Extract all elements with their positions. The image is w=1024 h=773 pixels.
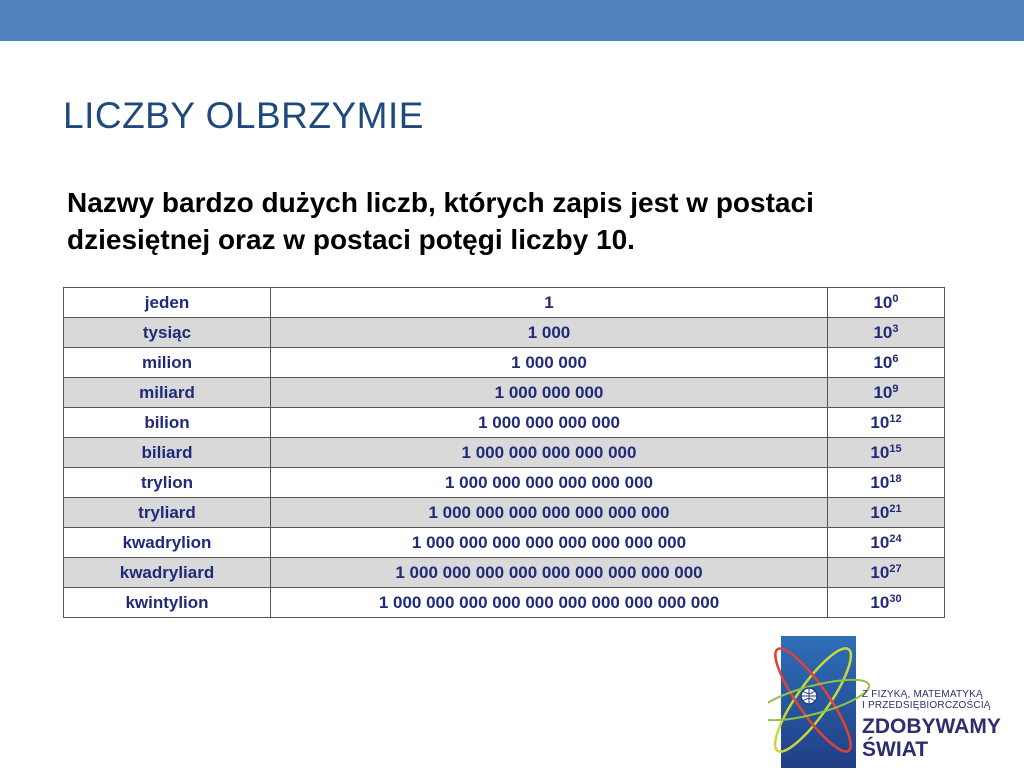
power-base: 10 [873, 322, 893, 342]
decimal-value-cell: 1 000 000 000 [271, 378, 828, 408]
table-row [64, 438, 945, 468]
slide-subtitle: Nazwy bardzo dużych liczb, których zapis jest w postaci dziesiętnej oraz w postaci potęgi liczby 10. [67, 187, 814, 255]
power-of-ten-cell [828, 288, 945, 318]
decimal-value-cell: 1 000 000 000 000 000 000 000 000 000 [271, 558, 828, 588]
table-row [64, 558, 945, 588]
slide-title: LICZBY OLBRZYMIE [63, 95, 424, 136]
power-exponent: 27 [889, 562, 902, 575]
decimal-value-cell: 1 000 000 000 000 [271, 408, 828, 438]
table-row [64, 498, 945, 528]
power-base: 10 [870, 472, 890, 492]
power-base: 10 [870, 592, 890, 612]
logo-line-4: ŚWIAT [862, 738, 929, 761]
power-exponent: 30 [889, 592, 902, 605]
power-base: 10 [873, 352, 893, 372]
logo-text [862, 689, 1001, 761]
logo-line-1: Z FIZYKĄ, MATEMATYKĄ [862, 689, 983, 700]
power-exponent: 6 [892, 352, 899, 365]
table-row [64, 528, 945, 558]
table-row [64, 408, 945, 438]
power-base: 10 [870, 562, 890, 582]
large-numbers-table [63, 287, 945, 618]
power-base: 10 [870, 532, 890, 552]
power-exponent: 0 [892, 292, 899, 305]
table-row [64, 318, 945, 348]
power-of-ten-cell [828, 498, 945, 528]
number-name-cell: tysiąc [64, 318, 271, 348]
power-of-ten-cell [828, 318, 945, 348]
number-name-cell: bilion [64, 408, 271, 438]
decimal-value-cell: 1 000 000 [271, 348, 828, 378]
power-exponent: 21 [889, 502, 902, 515]
number-name-cell: kwadrylion [64, 528, 271, 558]
table-body [64, 288, 945, 618]
power-of-ten-cell [828, 408, 945, 438]
number-name-cell: tryliard [64, 498, 271, 528]
logo-line-3: ZDOBYWAMY [862, 715, 1001, 738]
table-row [64, 468, 945, 498]
table-row [64, 288, 945, 318]
number-name-cell: trylion [64, 468, 271, 498]
power-base: 10 [870, 412, 890, 432]
power-of-ten-cell [828, 528, 945, 558]
power-exponent: 3 [892, 322, 899, 335]
table-row [64, 378, 945, 408]
power-of-ten-cell [828, 348, 945, 378]
number-name-cell: miliard [64, 378, 271, 408]
power-exponent: 15 [889, 442, 902, 455]
power-of-ten-cell [828, 378, 945, 408]
power-exponent: 12 [889, 412, 902, 425]
power-base: 10 [873, 382, 893, 402]
power-base: 10 [870, 502, 890, 522]
power-of-ten-cell [828, 558, 945, 588]
number-name-cell: milion [64, 348, 271, 378]
number-name-cell: kwadryliard [64, 558, 271, 588]
power-exponent: 24 [889, 532, 902, 545]
logo-line-2: I PRZEDSIĘBIORCZOŚCIĄ [862, 700, 991, 711]
top-accent-bar [0, 0, 1024, 41]
decimal-value-cell: 1 000 000 000 000 000 000 [271, 468, 828, 498]
power-of-ten-cell [828, 468, 945, 498]
decimal-value-cell: 1 000 000 000 000 000 [271, 438, 828, 468]
power-base: 10 [870, 442, 890, 462]
number-name-cell: jeden [64, 288, 271, 318]
power-exponent: 18 [889, 472, 902, 485]
power-of-ten-cell [828, 588, 945, 618]
table-row [64, 348, 945, 378]
decimal-value-cell: 1 000 000 000 000 000 000 000 000 000 000 [271, 588, 828, 618]
power-exponent: 9 [892, 382, 899, 395]
number-name-cell: biliard [64, 438, 271, 468]
decimal-value-cell: 1 [271, 288, 828, 318]
table-row [64, 588, 945, 618]
decimal-value-cell: 1 000 000 000 000 000 000 000 [271, 498, 828, 528]
power-of-ten-cell [828, 438, 945, 468]
decimal-value-cell: 1 000 000 000 000 000 000 000 000 [271, 528, 828, 558]
number-name-cell: kwintylion [64, 588, 271, 618]
decimal-value-cell: 1 000 [271, 318, 828, 348]
power-base: 10 [873, 292, 893, 312]
